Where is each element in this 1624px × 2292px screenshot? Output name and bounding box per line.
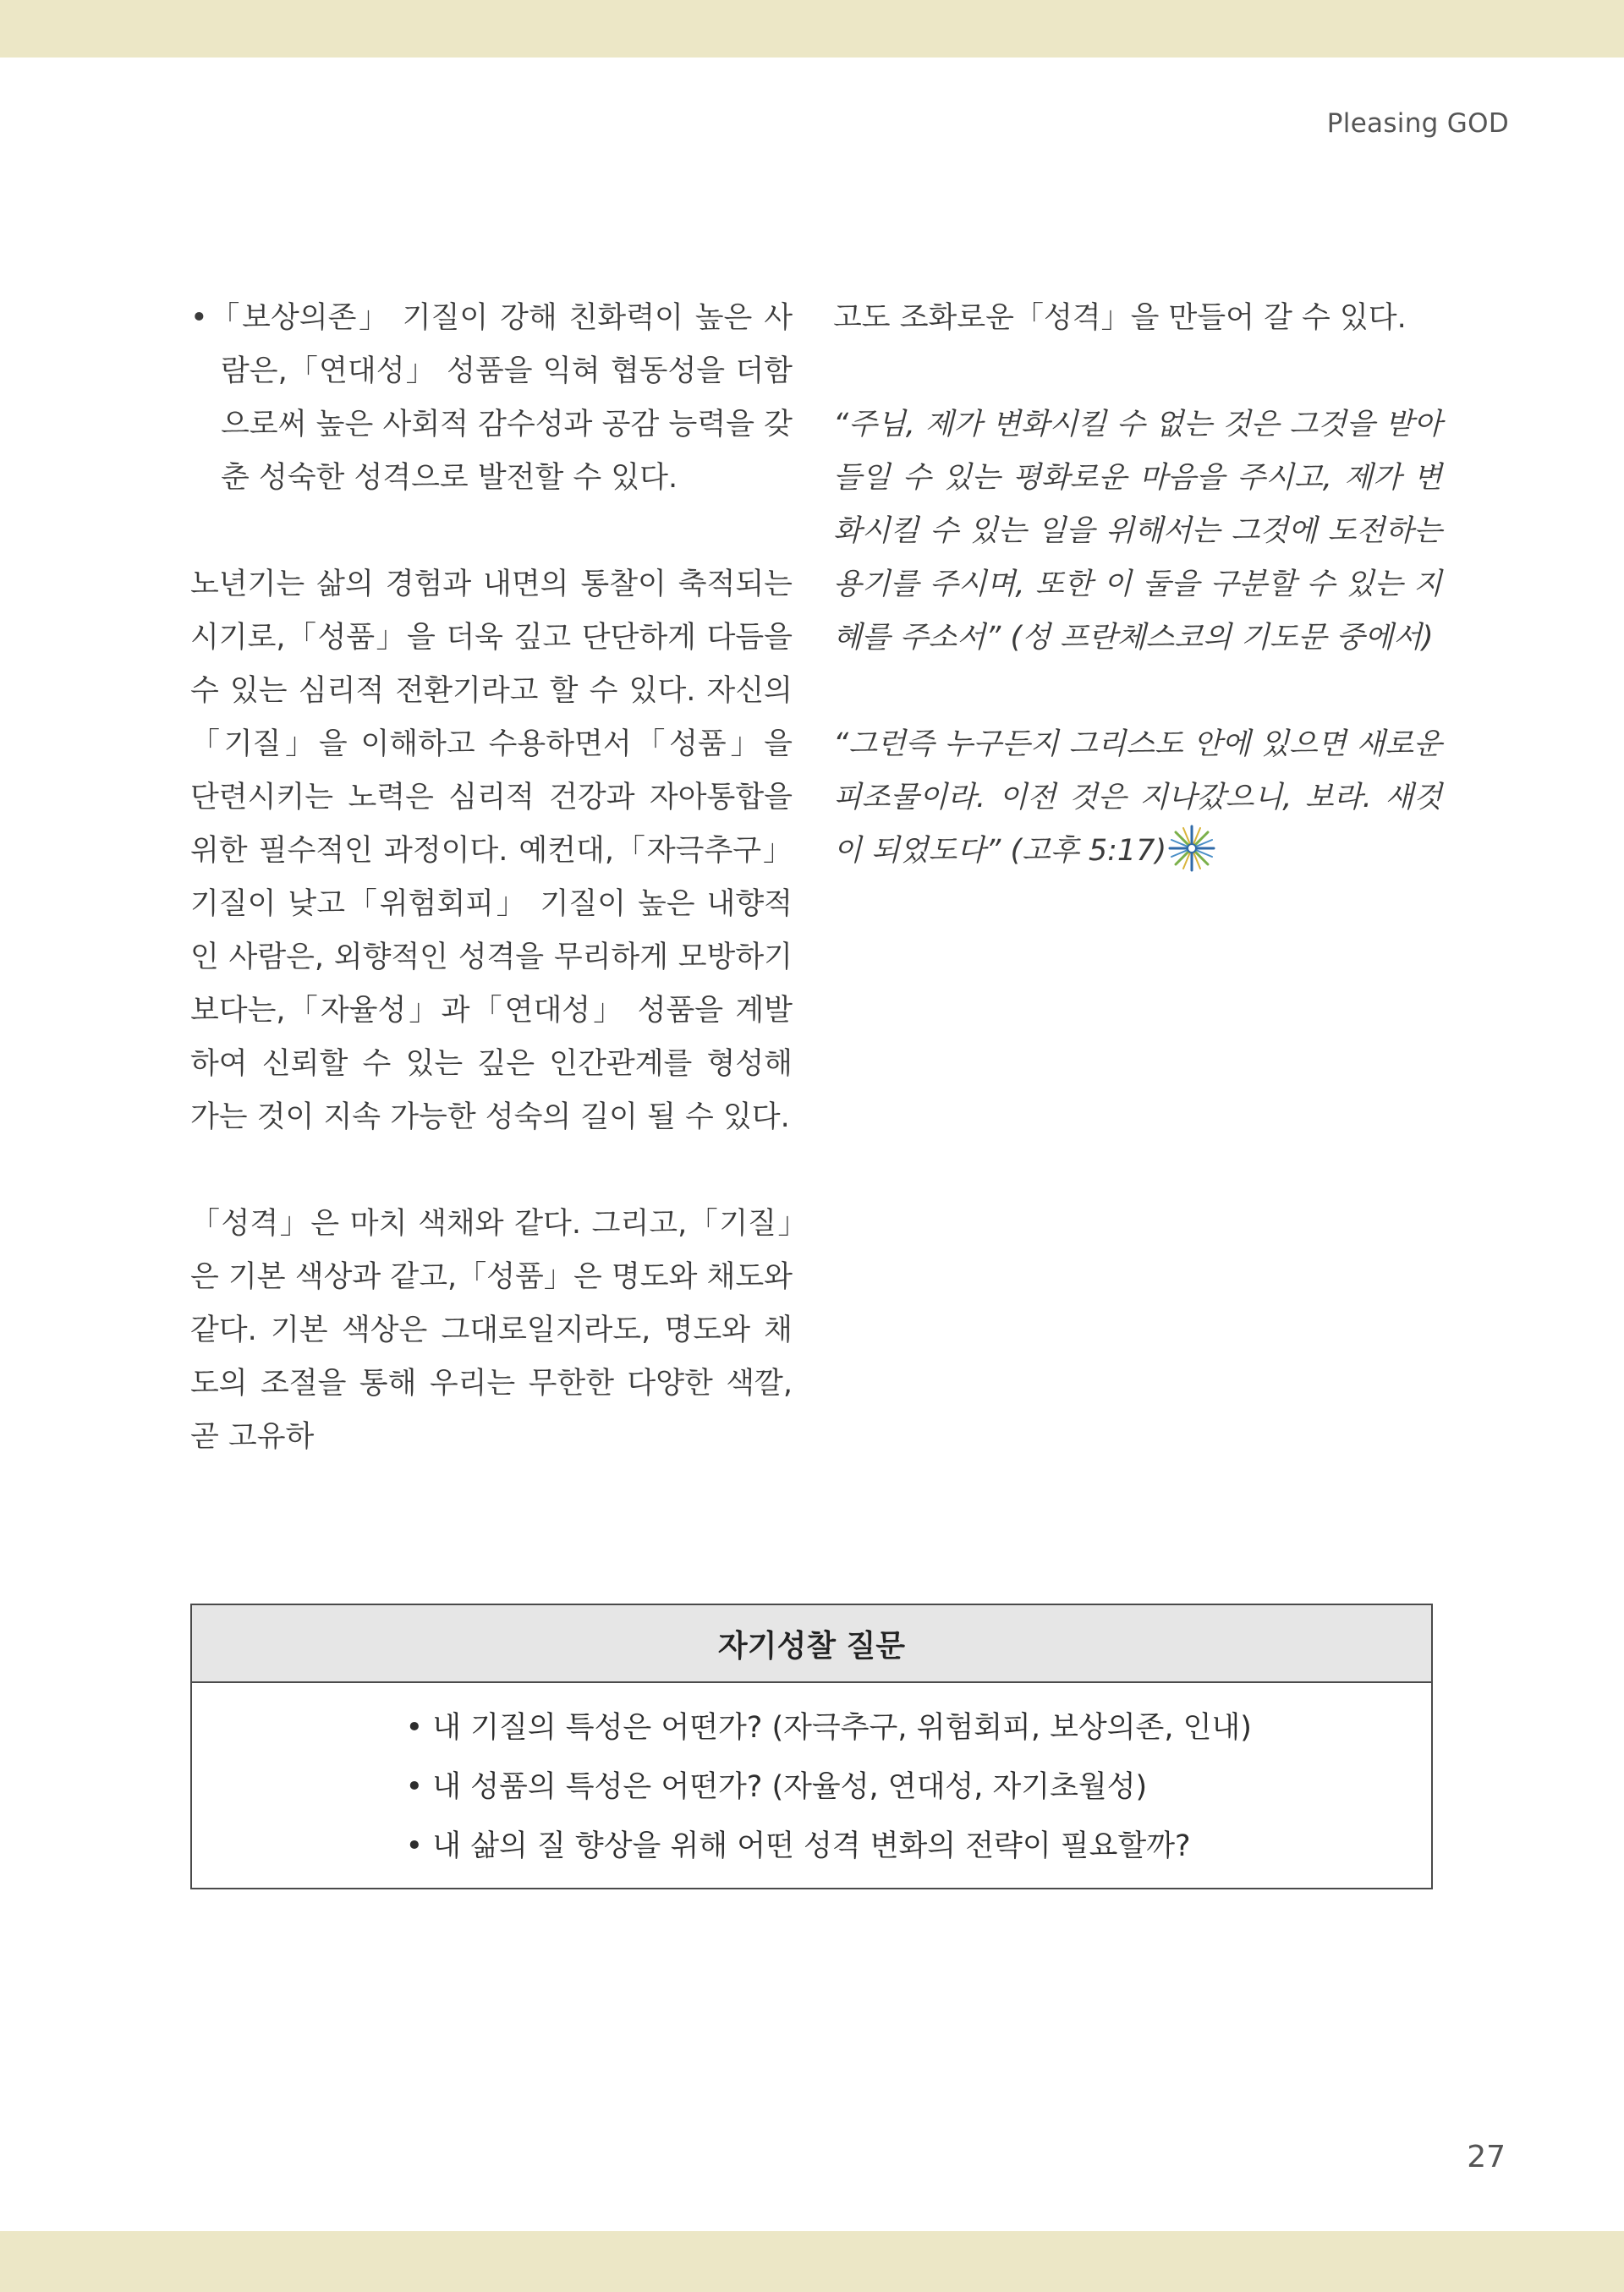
prayer-quote-source: (성 프란체스코의 기도문 중에서) <box>1010 621 1434 655</box>
reflection-question-list <box>406 1683 1252 1876</box>
prayer-quote-text: “주님, 제가 변화시킬 수 없는 것은 그것을 받아들일 수 있는 평화로운 마음을 주시고, 제가 변화시킬 수 있는 일을 위해서는 그것에 도전하는 용기를 주시며, 또한 이 둘을 구분할 수 있는 지혜를 주소서” <box>833 408 1442 655</box>
right-column <box>833 292 1442 878</box>
reflection-question: • 내 삶의 질 향상을 위해 어떤 성격 변화의 전략이 필요할까? <box>406 1817 1218 1876</box>
continuation-paragraph: 고도 조화로운「성격」을 만들어 갈 수 있다. <box>833 301 1407 335</box>
left-column <box>190 292 793 1464</box>
body-paragraph-1: 노년기는 삶의 경험과 내면의 통찰이 축적되는 시기로,「성품」을 더욱 깊고 단단하게 다듬을 수 있는 심리적 전환기라고 할 수 있다. 자신의「기질」을 이해하고 수용하면서「성품」을 단련시키는 노력은 심리적 건강과 자아통합을 위한 필수적인 과정이다. 예컨대,「자극추구」 기질이 낮고「위험회피」 기질이 높은 내향적인 사람은, 외향적인 성격을 무리하게 모방하기보다는,「자율성」과「연대성」 성품을 계발하여 신뢰할 수 있는 깊은 인간관계를 형성해 가는 것이 지속 가능한 성숙의 길이 될 수 있다. <box>190 568 793 1134</box>
top-decorative-band <box>0 0 1624 58</box>
bullet-paragraph: •「보상의존」 기질이 강해 친화력이 높은 사람은,「연대성」 성품을 익혀 협동성을 더함으로써 높은 사회적 감수성과 공감 능력을 갖춘 성숙한 성격으로 발전할 수 있다. <box>190 301 793 495</box>
running-header: Pleasing GOD <box>1326 108 1509 139</box>
prayer-quote <box>833 398 1442 665</box>
reflection-questions-box <box>190 1604 1433 1889</box>
scripture-quote-text: “그런즉 누구든지 그리스도 안에 있으면 새로운 피조물이라. 이전 것은 지나갔으니, 보라. 새것이 되었도다” <box>833 727 1442 868</box>
body-paragraph-2: 「성격」은 마치 색채와 같다. 그리고,「기질」은 기본 색상과 같고,「성품」은 명도와 채도와 같다. 기본 색상은 그대로일지라도, 명도와 채도의 조절을 통해 우리는 무한한 다양한 색깔, 곧 고유하 <box>190 1207 793 1454</box>
bottom-decorative-band <box>0 2231 1624 2292</box>
reflection-question: • 내 기질의 특성은 어떤가? (자극추구, 위험회피, 보상의존, 인내) <box>406 1698 1218 1757</box>
reflection-question: • 내 성품의 특성은 어떤가? (자율성, 연대성, 자기초월성) <box>406 1757 1218 1817</box>
scripture-quote-source: (고후 5:17) <box>1010 834 1167 868</box>
page-number: 27 <box>1467 2140 1506 2174</box>
scripture-quote <box>833 718 1442 878</box>
starburst-icon <box>1168 825 1215 872</box>
reflection-box-title: 자기성찰 질문 <box>192 1605 1431 1683</box>
